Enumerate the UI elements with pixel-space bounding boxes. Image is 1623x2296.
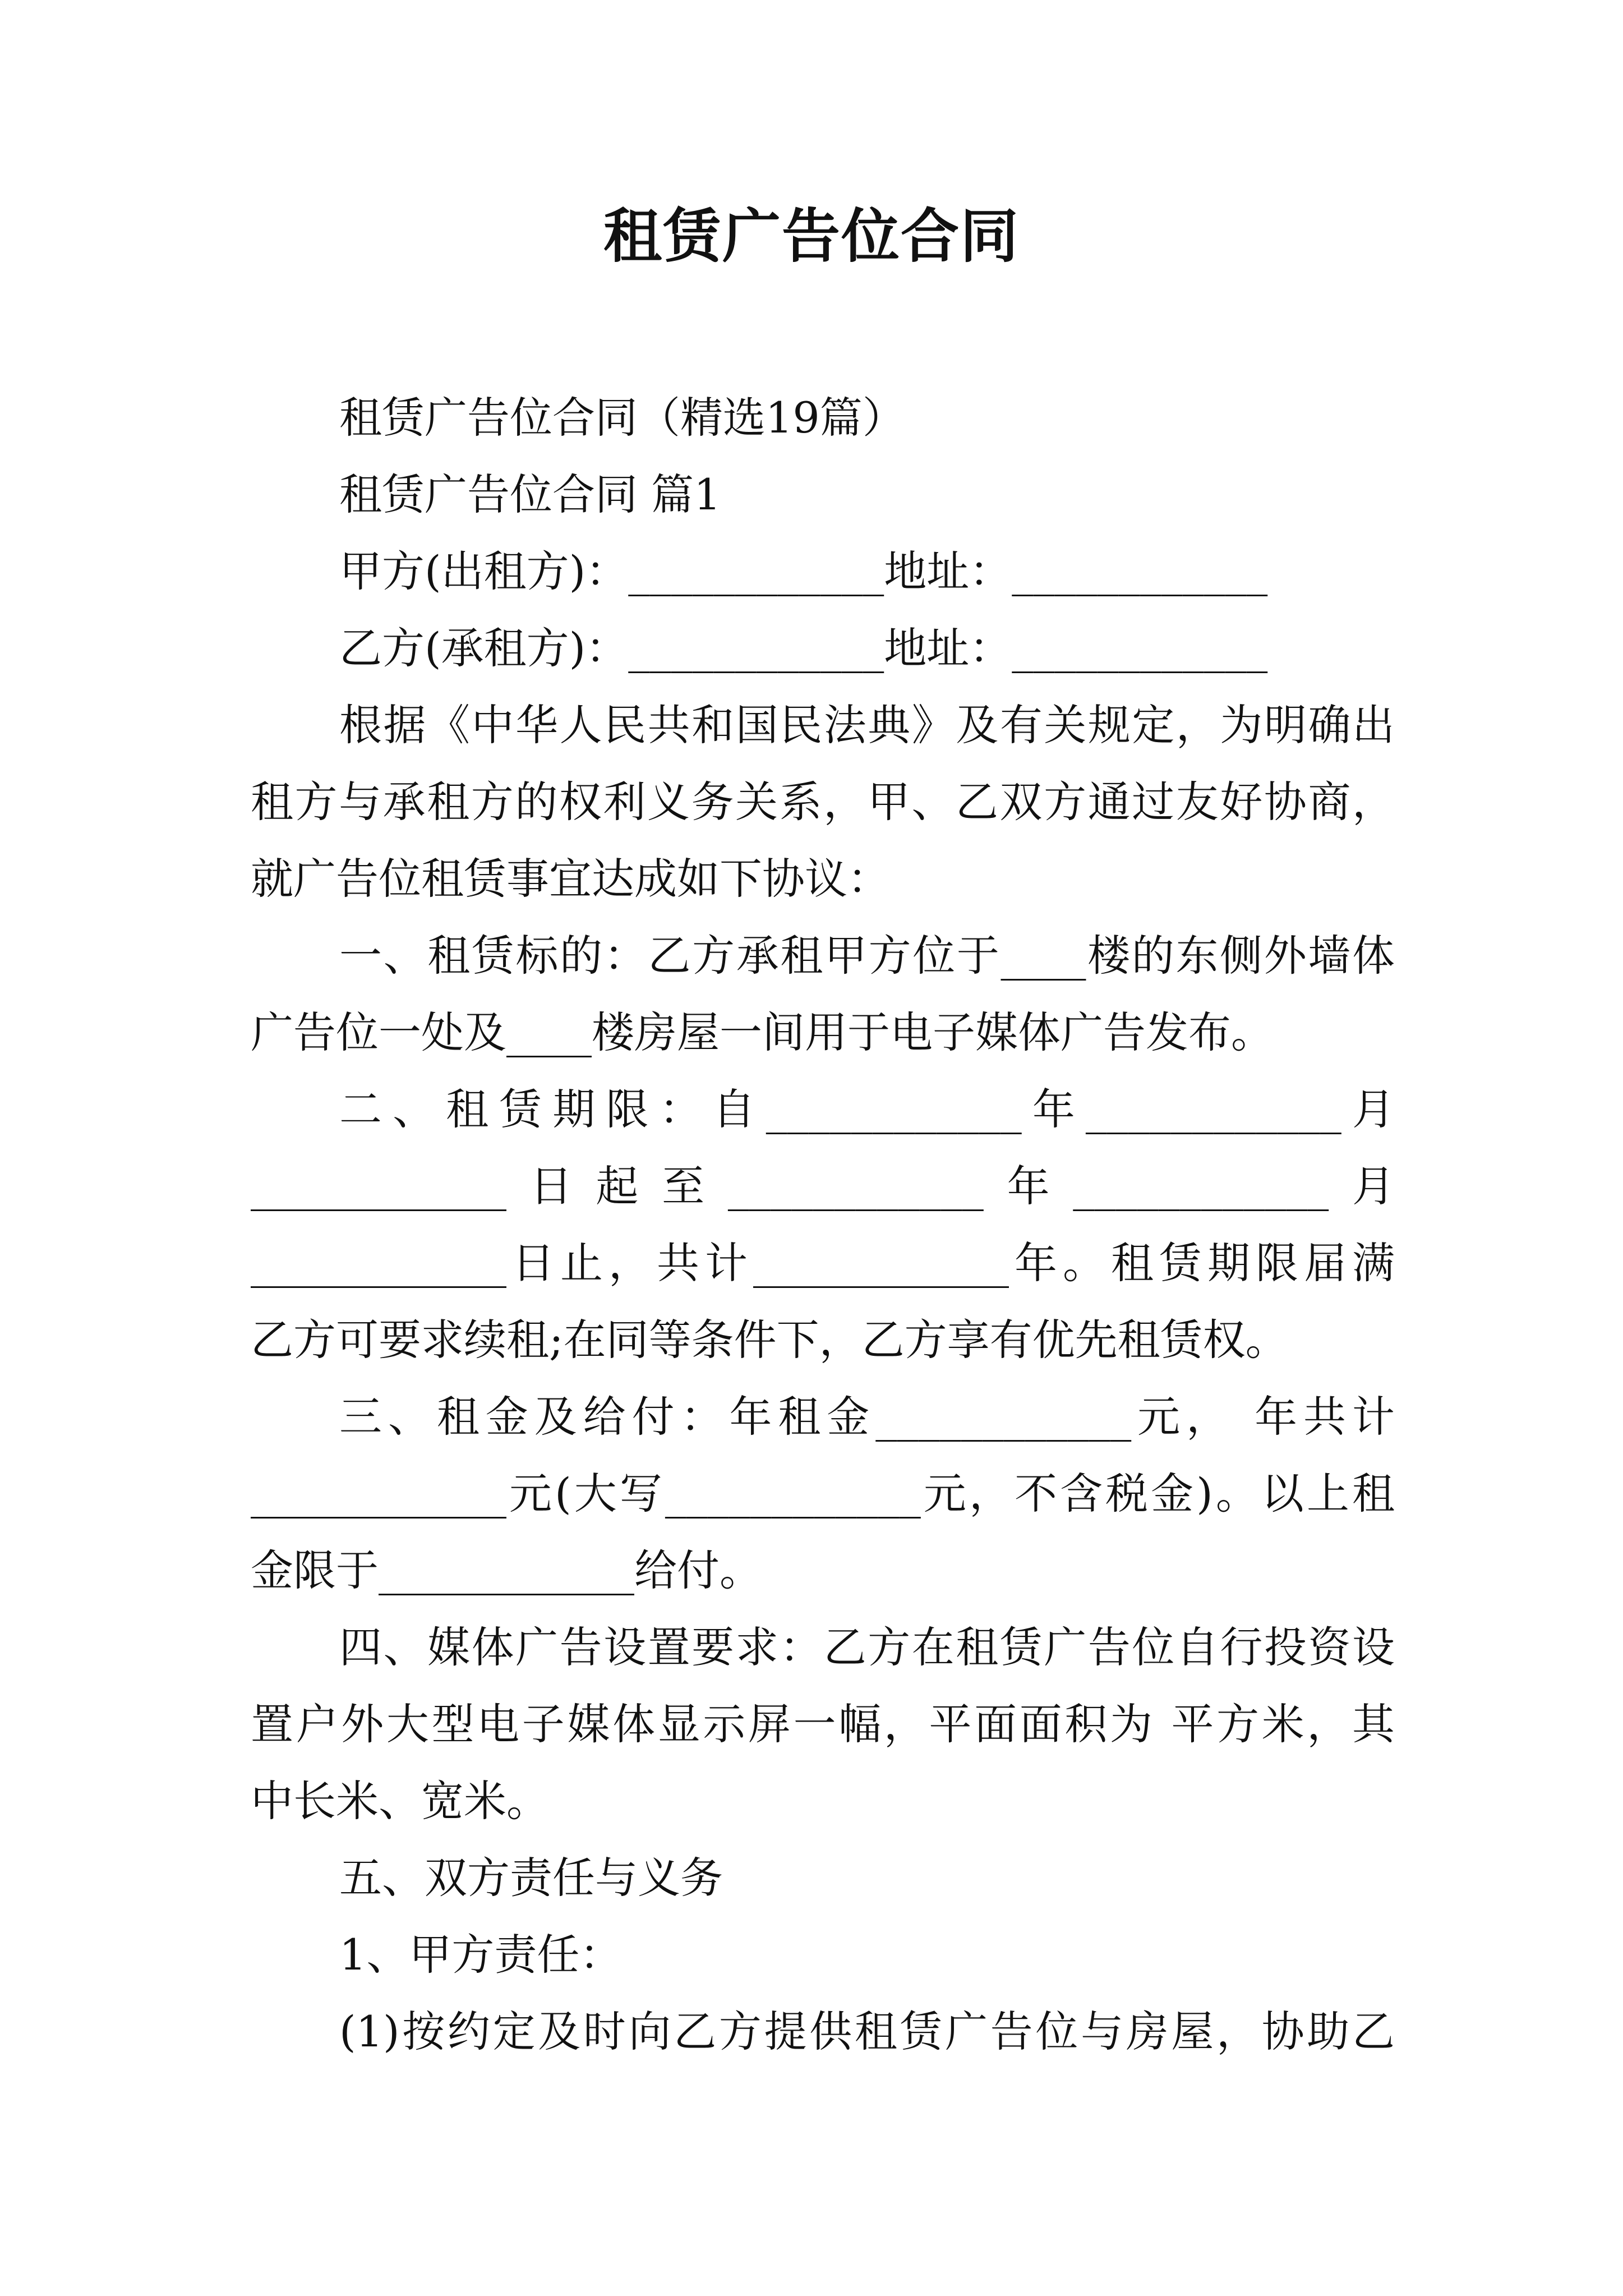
paragraph-line: 三、租金及给付：年租金____________元， 年共计 <box>339 1392 1395 1442</box>
paragraph-line: 甲方(出租方)：____________地址：____________ <box>339 546 1268 596</box>
paragraph-line: 五、双方责任与义务 <box>339 1853 723 1903</box>
paragraph-section-heading <box>251 456 1395 533</box>
paragraph-clause-1 <box>251 917 1395 1071</box>
document-body <box>251 379 1395 2070</box>
paragraph-line: 就广告位租赁事宜达成如下协议： <box>251 854 890 904</box>
paragraph-line: 广告位一处及____楼房屋一间用于电子媒体广告发布。 <box>251 1007 1274 1057</box>
paragraph-line: ____________日止，共计____________年。租赁期限届满 <box>251 1238 1395 1288</box>
paragraph-line: ____________日起至____________年____________月 <box>251 1161 1395 1211</box>
paragraph-line: 租方与承租方的权利义务关系，甲、乙双方通过友好协商， <box>251 777 1395 827</box>
paragraph-line: 租赁广告位合同（精选19篇） <box>339 393 905 443</box>
document-title: 租赁广告位合同 <box>603 201 1020 270</box>
paragraph-clause-3 <box>251 1378 1395 1609</box>
paragraph-line: 乙方可要求续租;在同等条件下，乙方享有优先租赁权。 <box>251 1315 1288 1365</box>
paragraph-line: 租赁广告位合同 篇1 <box>339 470 721 519</box>
paragraph-party-b <box>251 610 1395 687</box>
paragraph-clause-4 <box>251 1609 1395 1839</box>
paragraph-party-a <box>251 533 1395 610</box>
paragraph-line: 中长米、宽米。 <box>251 1776 549 1826</box>
paragraph-line: 1、甲方责任： <box>339 1930 623 1980</box>
paragraph-line: 根据《中华人民共和国民法典》及有关规定，为明确出 <box>339 700 1395 750</box>
paragraph-line: (1)按约定及时向乙方提供租赁广告位与房屋，协助乙 <box>339 2007 1395 2056</box>
paragraph-line: 四、媒体广告设置要求：乙方在租赁广告位自行投资设 <box>339 1622 1395 1672</box>
paragraph-line: 一、租赁标的：乙方承租甲方位于____楼的东侧外墙体 <box>339 931 1395 981</box>
paragraph-line: ____________元(大写____________元，不含税金)。以上租 <box>251 1469 1395 1519</box>
paragraph-line: 置户外大型电子媒体显示屏一幅，平面面积为 平方米，其 <box>251 1699 1395 1749</box>
paragraph-line: 二、租赁期限：自____________年____________月 <box>339 1084 1395 1134</box>
paragraph-clause-5-heading <box>251 1839 1395 1916</box>
paragraph-clause-2 <box>251 1071 1395 1378</box>
paragraph-preamble <box>251 687 1395 917</box>
paragraph-collection-heading <box>251 379 1395 456</box>
paragraph-line: 金限于____________给付。 <box>251 1545 762 1595</box>
paragraph-party-a-duty-1 <box>251 1993 1395 2070</box>
paragraph-party-a-duties-heading <box>251 1916 1395 1993</box>
paragraph-line: 乙方(承租方)：____________地址：____________ <box>339 623 1268 673</box>
